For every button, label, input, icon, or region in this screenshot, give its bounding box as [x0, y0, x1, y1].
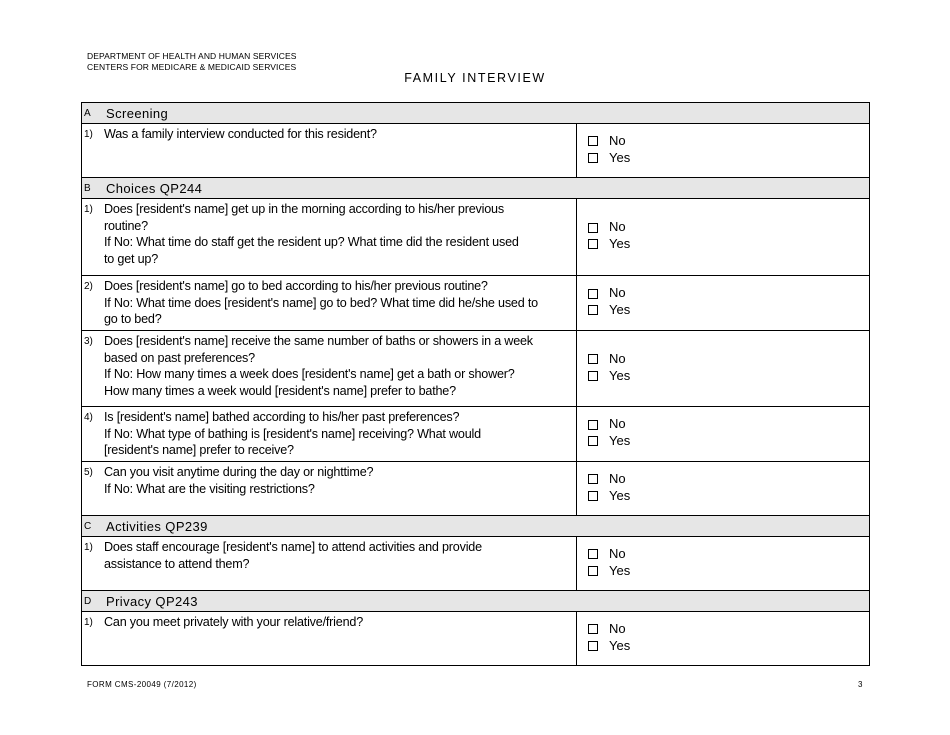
no-checkbox[interactable]	[588, 136, 598, 146]
question-line: Was a family interview conducted for this resident?	[104, 127, 377, 141]
no-label: No	[609, 620, 626, 636]
section-title: Screening	[106, 105, 169, 121]
no-checkbox[interactable]	[588, 420, 598, 430]
yes-checkbox[interactable]	[588, 153, 598, 163]
question-row	[82, 331, 869, 407]
section-title: Choices QP244	[106, 180, 203, 196]
yes-label: Yes	[609, 236, 631, 251]
question-row	[82, 537, 869, 591]
question-line: to get up?	[104, 251, 159, 266]
answer-option-yes[interactable]	[588, 150, 869, 167]
question-row	[82, 462, 869, 516]
no-label: No	[609, 350, 626, 366]
answer-option-yes[interactable]	[588, 638, 869, 655]
question-text	[104, 278, 538, 330]
yes-checkbox[interactable]	[588, 491, 598, 501]
question-cell	[82, 124, 577, 177]
yes-checkbox[interactable]	[588, 566, 598, 576]
question-line: assistance to attend them?	[104, 556, 250, 571]
answer-option-no[interactable]	[588, 621, 869, 638]
no-checkbox[interactable]	[588, 289, 598, 299]
question-cell	[82, 276, 577, 330]
yes-label: Yes	[609, 562, 631, 578]
question-line: If No: What time do staff get the resident up? What time did the resident used	[104, 235, 519, 250]
answer-cell	[577, 331, 869, 406]
question-row	[82, 276, 869, 331]
question-row	[82, 124, 869, 178]
question-row	[82, 612, 869, 665]
answer-option-no[interactable]	[588, 546, 869, 563]
yes-checkbox[interactable]	[588, 436, 598, 446]
yes-checkbox[interactable]	[588, 305, 598, 315]
answer-option-yes[interactable]	[588, 236, 869, 253]
section-letter: A	[84, 107, 91, 119]
answer-option-yes[interactable]	[588, 563, 869, 580]
question-row	[82, 407, 869, 462]
question-number: 1)	[84, 542, 93, 553]
question-cell	[82, 612, 577, 665]
answer-cell	[577, 407, 869, 461]
question-line: Is [resident's name] bathed according to his/her past preferences?	[104, 410, 460, 424]
answer-cell	[577, 276, 869, 330]
question-line: If No: What are the visiting restrictions?	[104, 481, 315, 496]
agency-header	[87, 51, 297, 72]
section-header	[82, 516, 869, 537]
question-line: based on past preferences?	[104, 350, 255, 365]
page-number: 3	[858, 680, 863, 689]
answer-option-no[interactable]	[588, 133, 869, 150]
answer-option-yes[interactable]	[588, 368, 869, 385]
yes-checkbox[interactable]	[588, 641, 598, 651]
section-header	[82, 103, 869, 124]
answer-option-no[interactable]	[588, 471, 869, 488]
question-line: How many times a week would [resident's name] prefer to bathe?	[104, 383, 456, 398]
yes-label: Yes	[609, 149, 631, 165]
question-text	[104, 333, 533, 406]
agency-line-1: DEPARTMENT OF HEALTH AND HUMAN SERVICES	[87, 51, 297, 61]
question-cell	[82, 199, 577, 275]
question-number: 1)	[84, 204, 93, 215]
question-text	[104, 539, 482, 590]
question-text	[104, 464, 373, 515]
section-header	[82, 591, 869, 612]
question-line: If No: What type of bathing is [resident's name] receiving? What would	[104, 426, 481, 441]
question-number: 4)	[84, 412, 93, 423]
answer-option-yes[interactable]	[588, 488, 869, 505]
yes-checkbox[interactable]	[588, 371, 598, 381]
no-label: No	[609, 132, 626, 148]
no-checkbox[interactable]	[588, 624, 598, 634]
agency-line-2: CENTERS FOR MEDICARE & MEDICAID SERVICES	[87, 61, 297, 72]
question-line: Does [resident's name] go to bed according to his/her previous routine?	[104, 279, 488, 293]
section-letter: C	[84, 520, 92, 532]
answer-cell	[577, 124, 869, 177]
section-letter: D	[84, 595, 92, 607]
yes-label: Yes	[609, 302, 631, 317]
question-text	[104, 201, 519, 275]
answer-cell	[577, 612, 869, 665]
answer-cell	[577, 199, 869, 275]
yes-label: Yes	[609, 487, 631, 503]
question-line: [resident's name] prefer to receive?	[104, 443, 294, 458]
section-title: Activities QP239	[106, 518, 208, 534]
yes-label: Yes	[609, 433, 631, 448]
no-checkbox[interactable]	[588, 549, 598, 559]
yes-label: Yes	[609, 637, 631, 653]
question-line: Can you meet privately with your relative/friend?	[104, 615, 363, 629]
question-text	[104, 126, 377, 177]
question-text	[104, 614, 363, 665]
no-checkbox[interactable]	[588, 223, 598, 233]
section-title: Privacy QP243	[106, 593, 198, 609]
question-number: 1)	[84, 129, 93, 140]
question-line: If No: How many times a week does [resident's name] get a bath or shower?	[104, 367, 515, 382]
answer-option-no[interactable]	[588, 219, 869, 236]
question-cell	[82, 407, 577, 461]
question-number: 1)	[84, 617, 93, 628]
form-id: FORM CMS-20049 (7/2012)	[87, 680, 197, 689]
answer-option-yes[interactable]	[588, 433, 869, 450]
form-title: FAMILY INTERVIEW	[404, 71, 546, 85]
question-number: 2)	[84, 281, 93, 292]
answer-option-no[interactable]	[588, 285, 869, 302]
answer-cell	[577, 462, 869, 515]
question-cell	[82, 462, 577, 515]
yes-checkbox[interactable]	[588, 239, 598, 249]
section-letter: B	[84, 182, 91, 194]
answer-option-no[interactable]	[588, 351, 869, 368]
question-line: routine?	[104, 218, 148, 233]
question-cell	[82, 331, 577, 406]
no-label: No	[609, 470, 626, 486]
section-header	[82, 178, 869, 199]
question-cell	[82, 537, 577, 590]
question-line: Can you visit anytime during the day or nighttime?	[104, 465, 374, 479]
no-checkbox[interactable]	[588, 474, 598, 484]
question-number: 5)	[84, 467, 93, 478]
no-checkbox[interactable]	[588, 354, 598, 364]
question-row	[82, 199, 869, 276]
question-text	[104, 409, 481, 461]
question-line: Does staff encourage [resident's name] to attend activities and provide	[104, 540, 482, 554]
no-label: No	[609, 545, 626, 561]
no-label: No	[609, 219, 626, 235]
no-label: No	[609, 416, 626, 432]
answer-cell	[577, 537, 869, 590]
no-label: No	[609, 285, 626, 301]
question-line: Does [resident's name] receive the same number of baths or showers in a week	[104, 334, 533, 348]
answer-option-yes[interactable]	[588, 302, 869, 319]
interview-form-table	[81, 102, 870, 666]
question-number: 3)	[84, 336, 93, 347]
question-line: Does [resident's name] get up in the morning according to his/her previous	[104, 202, 504, 216]
question-line: go to bed?	[104, 312, 162, 327]
yes-label: Yes	[609, 367, 631, 383]
question-line: If No: What time does [resident's name] go to bed? What time did he/she used to	[104, 295, 538, 310]
answer-option-no[interactable]	[588, 416, 869, 433]
